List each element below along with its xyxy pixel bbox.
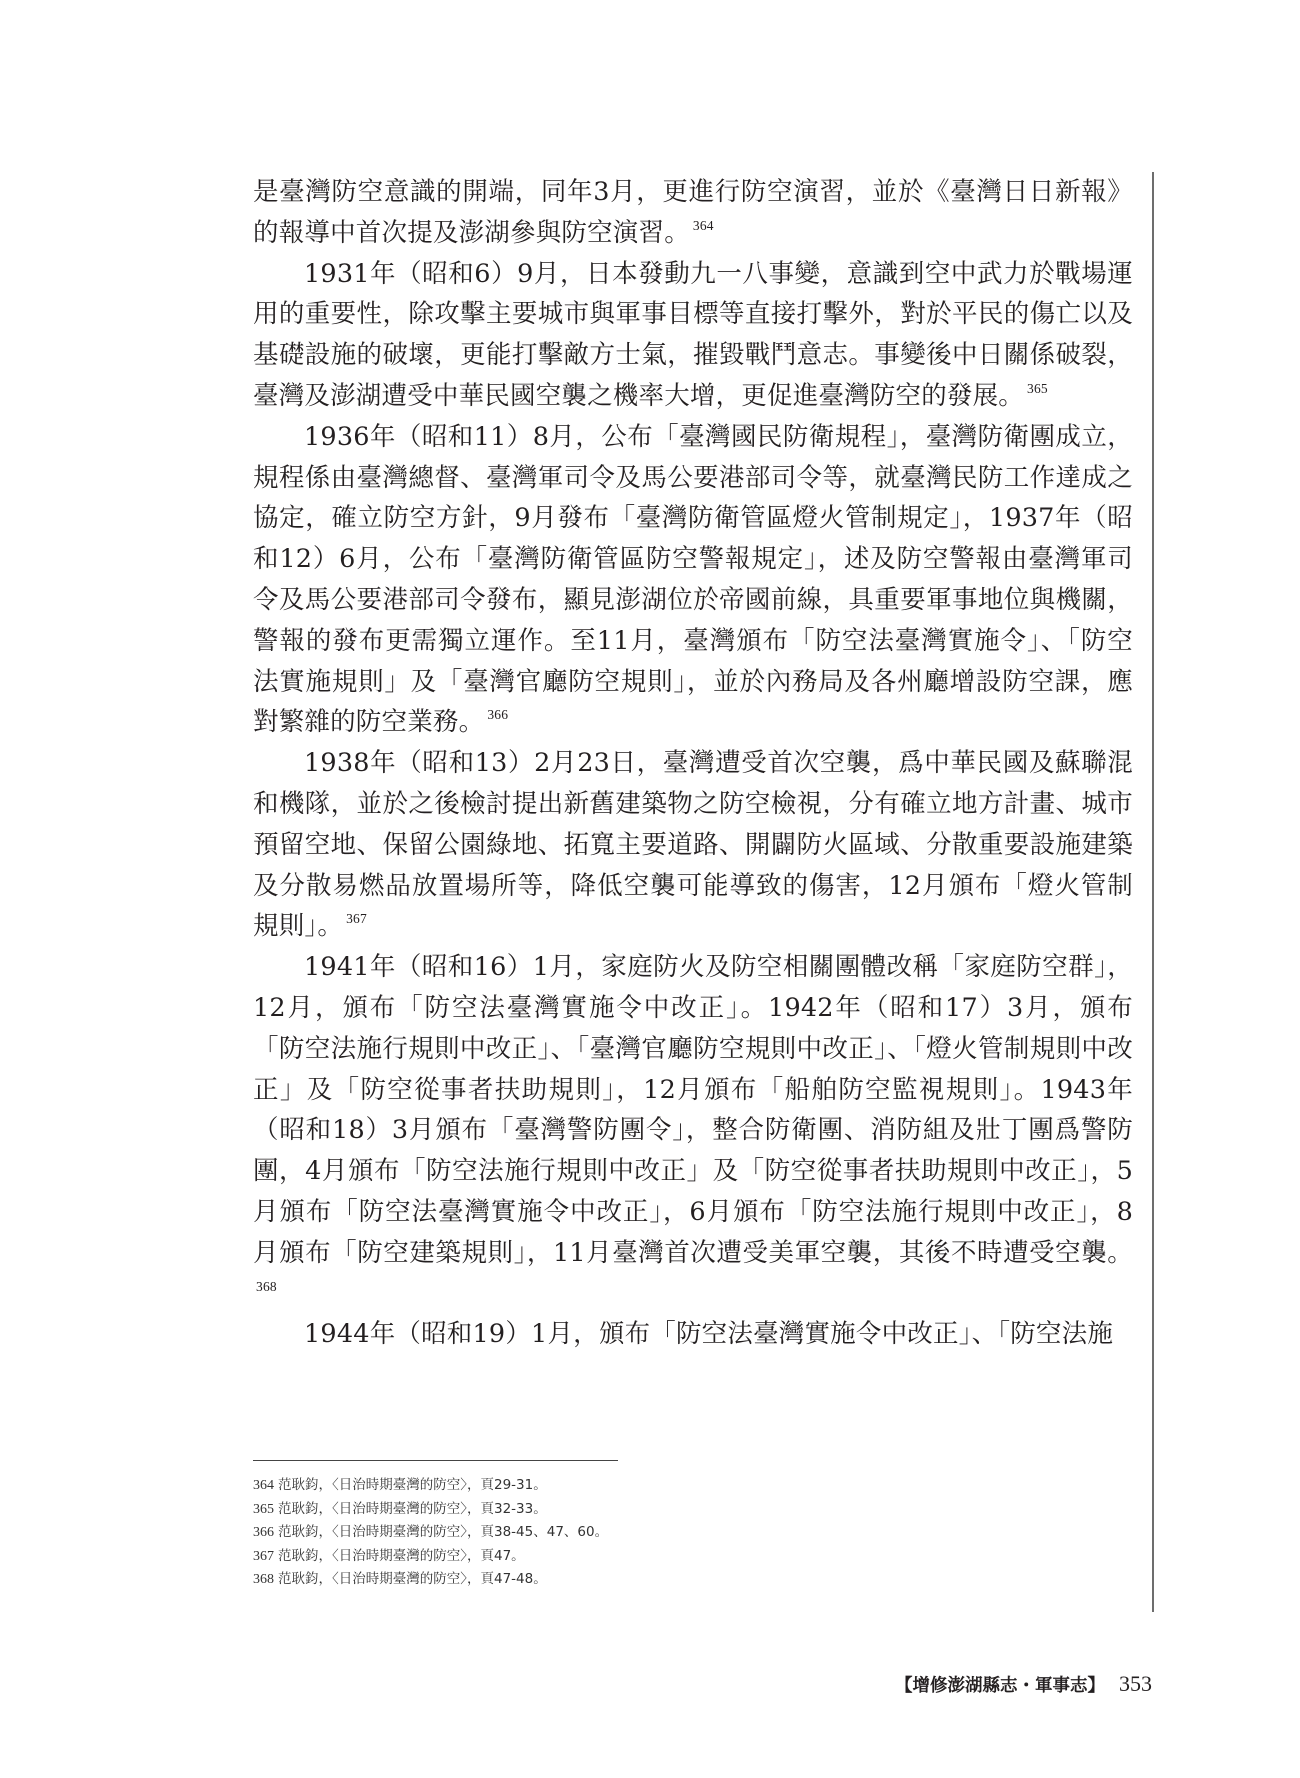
running-footer (895, 1672, 1152, 1698)
paragraph-text: 1941年（昭和16）1月，家庭防火及防空相關團體改稱「家庭防空群」，12月，頒布「防空法臺灣實施令中改正」。1942年（昭和17）3月，頒布「防空法施行規則中改正」、「臺灣官廳防空規則中改正」、「燈火管制規則中改正」及「防空從事者扶助規則」，12月頒布「船舶防空監視規則」。1943年（昭和18）3月頒布「臺灣警防團令」，整合防衛團、消防組及壯丁團爲警防團，4月頒布「防空法施行規則中改正」及「防空從事者扶助規則中改正」，5月頒布「防空法臺灣實施令中改正」，6月頒布「防空法施行規則中改正」，8月頒布「防空建築規則」，11月臺灣首次遭受美軍空襲，其後不時遭受空襲。 (253, 952, 1133, 1268)
footnote-text: 范耿鈞，〈日治時期臺灣的防空〉，頁29-31。 (278, 1477, 547, 1493)
footnote-number: 367 (253, 1548, 274, 1564)
footnotes (253, 1474, 1133, 1592)
footnote (253, 1474, 1133, 1498)
paragraph-4 (253, 743, 1133, 947)
footnote (253, 1521, 1133, 1545)
footnote-number: 368 (253, 1572, 274, 1587)
footnote-text: 范耿鈞，〈日治時期臺灣的防空〉，頁32-33。 (278, 1500, 547, 1517)
paragraph-text: 1938年（昭和13）2月23日，臺灣遭受首次空襲，爲中華民國及蘇聯混和機隊，並於之後檢討提出新舊建築物之防空檢視，分有確立地方計畫、城市預留空地、保留公園綠地、拓寬主要道路、開闢防火區域、分散重要設施建築及分散易燃品放置場所等，降低空襲可能導致的傷害，12月頒布「燈火管制規則」。 (253, 748, 1133, 942)
footnote-reference: 364 (692, 217, 714, 233)
paragraph-1 (253, 172, 1133, 254)
footnote-reference: 367 (346, 911, 367, 927)
series-title: 【增修澎湖縣志・軍事志】 (895, 1676, 1105, 1696)
paragraph-6 (253, 1314, 1133, 1355)
footnote-reference: 365 (1027, 380, 1048, 396)
page-number: 353 (1119, 1671, 1152, 1696)
footnote-number: 366 (253, 1525, 274, 1540)
paragraph-text: 1936年（昭和11）8月，公布「臺灣國民防衛規程」，臺灣防衛團成立，規程係由臺灣總督、臺灣軍司令及馬公要港部司令等，就臺灣民防工作達成之協定，確立防空方針，9月發布「臺灣防衛管區燈火管制規定」，1937年（昭和12）6月，公布「臺灣防衛管區防空警報規定」，述及防空警報由臺灣軍司令及馬公要港部司令發布，顯見澎湖位於帝國前線，具重要軍事地位與機關，警報的發布更需獨立運作。至11月，臺灣頒布「防空法臺灣實施令」、「防空法實施規則」及「臺灣官廳防空規則」，並於內務局及各州廳增設防空課，應對繁雜的防空業務。 (253, 421, 1133, 738)
paragraph-2 (253, 254, 1133, 417)
footnote (253, 1498, 1133, 1522)
paragraph-text: 是臺灣防空意識的開端，同年3月，更進行防空演習，並於《臺灣日日新報》的報導中首次提及澎湖參與防空演習。 (253, 177, 1133, 248)
paragraph-3 (253, 417, 1133, 743)
footnote (253, 1545, 1133, 1569)
margin-rule (1152, 172, 1154, 1612)
footnote (253, 1568, 1133, 1592)
footnote-text: 范耿鈞，〈日治時期臺灣的防空〉，頁38-45、47、60。 (278, 1524, 609, 1540)
footnote-reference: 368 (256, 1278, 277, 1294)
body-text (253, 172, 1133, 1355)
footnote-separator (253, 1460, 618, 1461)
footnote-number: 364 (253, 1478, 274, 1493)
footnote-number: 365 (253, 1501, 274, 1517)
footnote-reference: 366 (487, 707, 509, 723)
paragraph-5 (253, 947, 1133, 1314)
footnote-text: 范耿鈞，〈日治時期臺灣的防空〉，頁47。 (278, 1547, 525, 1564)
footnote-text: 范耿鈞，〈日治時期臺灣的防空〉，頁47-48。 (278, 1571, 547, 1587)
paragraph-text: 1931年（昭和6）9月，日本發動九一八事變，意識到空中武力於戰場運用的重要性，除攻擊主要城市與軍事目標等直接打擊外，對於平民的傷亡以及基礎設施的破壞，更能打擊敵方士氣，摧毀戰鬥意志。事變後中日關係破裂，臺灣及澎湖遭受中華民國空襲之機率大增，更促進臺灣防空的發展。 (253, 258, 1133, 411)
paragraph-text: 1944年（昭和19）1月，頒布「防空法臺灣實施令中改正」、「防空法施 (304, 1319, 1114, 1350)
